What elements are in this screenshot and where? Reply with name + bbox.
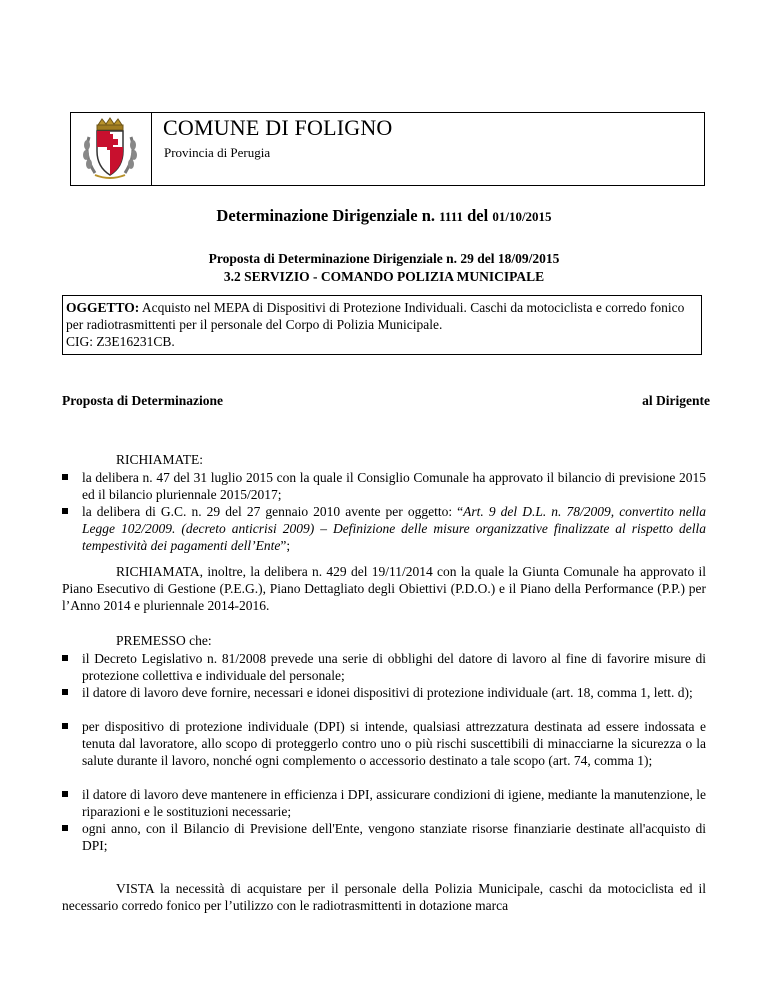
bullet-icon [62, 825, 68, 831]
item-prefix: la delibera di G.C. n. 29 del 27 gennaio 2010 avente per oggetto: “ [82, 504, 464, 519]
determination-title [0, 206, 768, 226]
item-suffix: ”; [280, 538, 291, 553]
province-name: Provincia di Perugia [164, 145, 271, 160]
item-italic: Art. 9 del D.L. n. 78/2009, convertito nella Legge 102/2009. (decreto anticrisi 2009) – Definizione delle misure organizzative finalizzate al rispetto della tempestività dei pagamenti dell’Ente [82, 504, 706, 553]
list-item-text [82, 503, 706, 554]
service-line: 3.2 SERVIZIO - COMANDO POLIZIA MUNICIPALE [223, 269, 545, 284]
bullet-icon [62, 655, 68, 661]
determination-title-prefix: Determinazione Dirigenziale n. [216, 206, 435, 225]
list-item [62, 469, 706, 503]
richiamate-heading: RICHIAMATE: [116, 452, 203, 467]
header-box [70, 112, 705, 186]
cig-code: CIG: Z3E16231CB. [66, 334, 175, 349]
determination-number: 1111 [439, 209, 463, 224]
list-item-text: il Decreto Legislativo n. 81/2008 prevede una serie di obblighi del datore di lavoro al fine di favorire misure di protezione collettiva e individuale del personale; [82, 651, 706, 683]
bullet-icon [62, 791, 68, 797]
list-item [62, 786, 706, 820]
subject-text: Acquisto nel MEPA di Dispositivi di Protezione Individuali. Caschi da motociclista e corredo fonico per radiotrasmittenti per il personale del Corpo di Polizia Municipale. [66, 300, 685, 332]
bullet-icon [62, 723, 68, 729]
vista-paragraph: VISTA la necessità di acquistare per il personale della Polizia Municipale, caschi da motociclista ed il necessario corredo fonico per l’utilizzo con le radiotrasmittenti in dotazione marca [62, 881, 706, 913]
subject-label: OGGETTO: [66, 300, 140, 315]
coat-of-arms-logo [77, 117, 143, 183]
richiamata-paragraph: RICHIAMATA, inoltre, la delibera n. 429 del 19/11/2014 con la quale la Giunta Comunale ha approvato il Piano Esecutivo di Gestione (P.E.G.), Piano Dettagliato degli Obiettivi (P.D.O.) e il Piano della Performance (P.P.) per l’Anno 2014 e pluriennale 2014-2016. [62, 564, 706, 613]
premesso-heading: PREMESSO che: [116, 633, 212, 648]
list-item-text: per dispositivo di protezione individuale (DPI) si intende, qualsiasi attrezzatura destinata ad essere indossata e tenuta dal lavoratore, allo scopo di proteggerlo contro uno o più rischi suscettibili di minacciarne la sicurezza o la salute durante il lavoro, nonché ogni complemento o accessorio destinato a tale scopo (art. 74, comma 1); [82, 719, 706, 768]
list-item-text: ogni anno, con il Bilancio di Previsione dell'Ente, vengono stanziate risorse finanziarie destinate all'acquisto di DPI; [82, 821, 706, 853]
list-item-text: il datore di lavoro deve mantenere in efficienza i DPI, assicurare condizioni di igiene, mediante la manutenzione, le riparazioni e le sostituzioni necessarie; [82, 787, 706, 819]
list-item [62, 820, 706, 854]
determination-del: del [467, 206, 489, 225]
bullet-icon [62, 474, 68, 480]
list-item-text: la delibera n. 47 del 31 luglio 2015 con la quale il Consiglio Comunale ha approvato il bilancio di previsione 2015 ed il bilancio pluriennale 2015/2017; [82, 470, 706, 502]
list-item-text: il datore di lavoro deve fornire, necessari e idonei dispositivi di protezione individuale (art. 18, comma 1, lett. d); [82, 685, 693, 700]
proposal-heading: Proposta di Determinazione [62, 393, 223, 408]
bullet-icon [62, 508, 68, 514]
list-item [62, 503, 706, 554]
list-item [62, 718, 706, 769]
proposal-line: Proposta di Determinazione Dirigenziale n. 29 del 18/09/2015 [208, 251, 560, 266]
list-item [62, 650, 706, 684]
recipient-heading: al Dirigente [642, 393, 710, 408]
list-item [62, 684, 706, 701]
header-divider [151, 113, 152, 185]
determination-date: 01/10/2015 [492, 209, 552, 224]
municipality-name: COMUNE DI FOLIGNO [163, 115, 393, 140]
bullet-icon [62, 689, 68, 695]
subject-box [62, 295, 702, 355]
